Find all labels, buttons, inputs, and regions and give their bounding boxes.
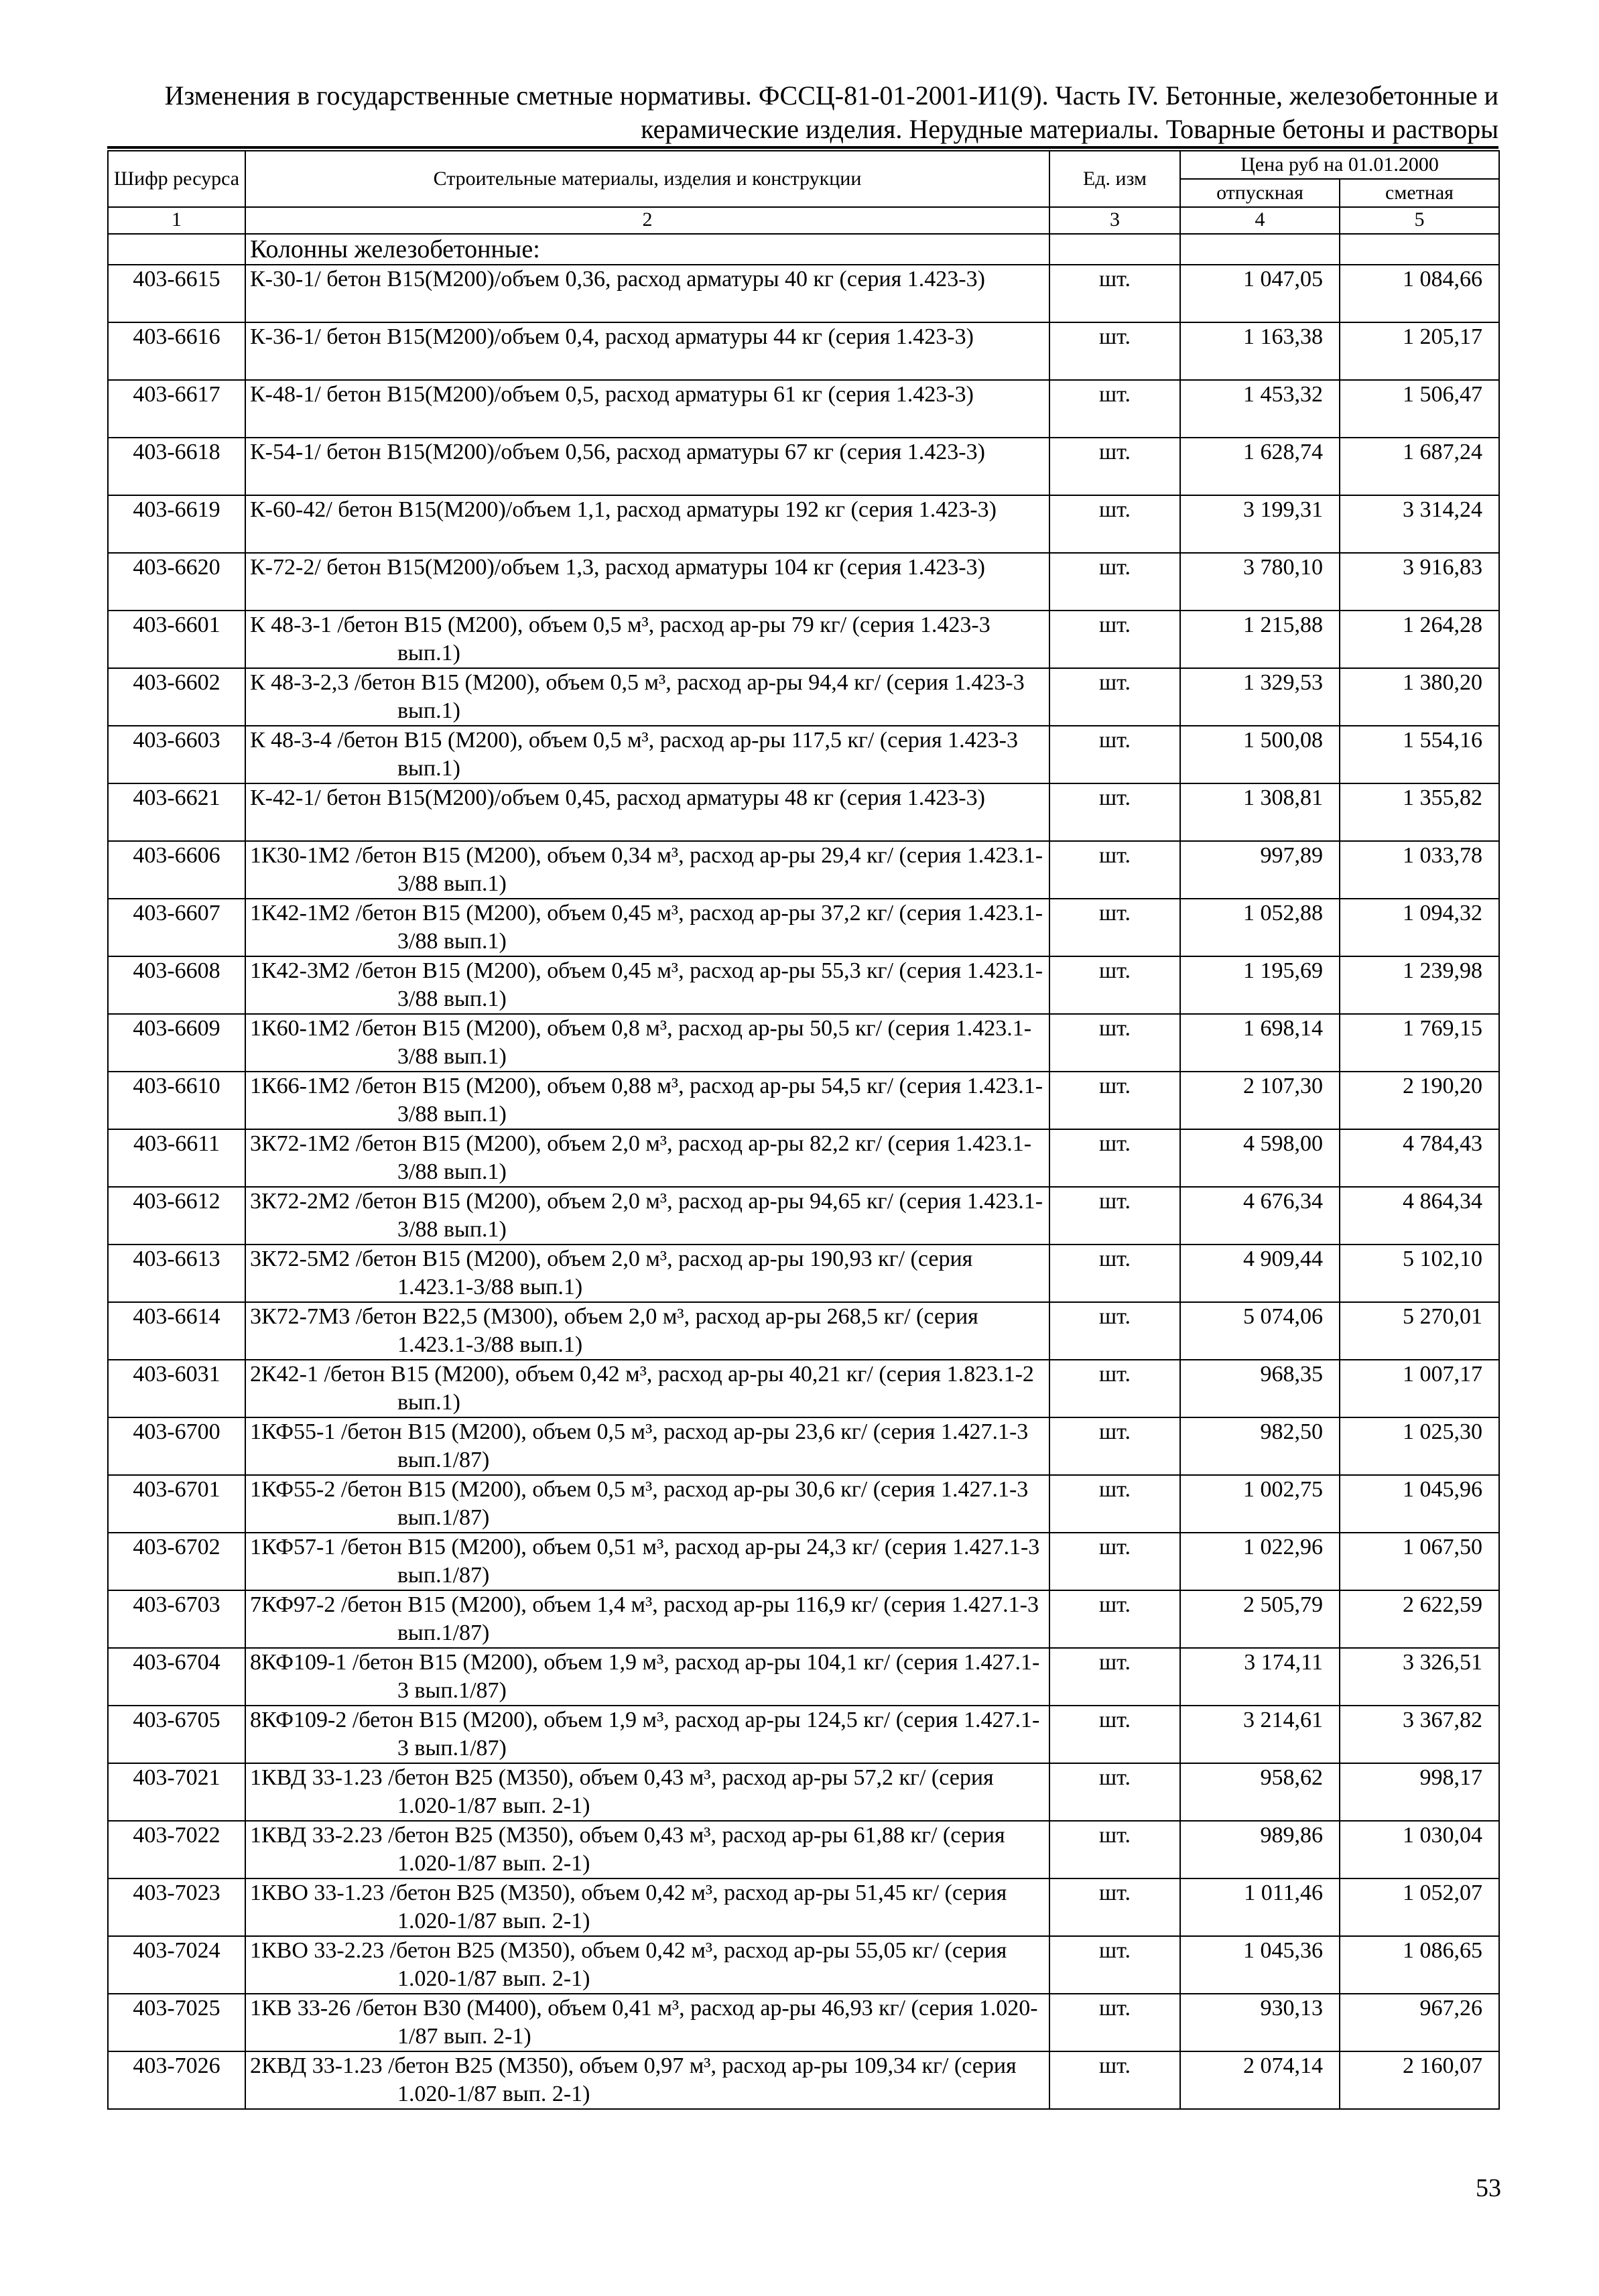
resource-description: 1К66-1М2 /бетон В15 (М200), объем 0,88 м³, расход ар-ры 54,5 кг/ (серия 1.423.1-3/88 вып.1) (245, 1072, 1049, 1129)
release-price: 1 628,74 (1180, 438, 1340, 495)
resource-description: К-60-42/ бетон В15(М200)/объем 1,1, расход арматуры 192 кг (серия 1.423-3) (245, 495, 1049, 553)
estimate-price: 1 007,17 (1340, 1360, 1499, 1417)
release-price: 1 329,53 (1180, 668, 1340, 726)
release-price: 1 308,81 (1180, 783, 1340, 841)
table-row (108, 553, 1499, 611)
unit: шт. (1049, 726, 1180, 783)
unit: шт. (1049, 841, 1180, 899)
col-number: 2 (245, 207, 1049, 234)
resource-code: 403-6701 (108, 1475, 245, 1533)
resource-description: 1КВО 33-1.23 /бетон В25 (М350), объем 0,42 м³, расход ар-ры 51,45 кг/ (серия 1.020-1/87 вып. 2-1) (245, 1878, 1049, 1936)
unit: шт. (1049, 1763, 1180, 1821)
unit: шт. (1049, 2051, 1180, 2109)
estimate-price: 1 084,66 (1340, 265, 1499, 322)
unit: шт. (1049, 1994, 1180, 2051)
table-row (108, 1878, 1499, 1936)
table-row (108, 841, 1499, 899)
table-row (108, 1245, 1499, 1302)
unit: шт. (1049, 1821, 1180, 1878)
table-row (108, 1302, 1499, 1360)
table-row (108, 1417, 1499, 1475)
estimate-price: 3 916,83 (1340, 553, 1499, 611)
table-row (108, 1936, 1499, 1994)
page-header (101, 79, 1498, 146)
unit: шт. (1049, 553, 1180, 611)
resource-code: 403-6607 (108, 899, 245, 956)
resource-description: К-42-1/ бетон В15(М200)/объем 0,45, расход арматуры 48 кг (серия 1.423-3) (245, 783, 1049, 841)
release-price: 4 598,00 (1180, 1129, 1340, 1187)
resource-description: 1К42-3М2 /бетон В15 (М200), объем 0,45 м³, расход ар-ры 55,3 кг/ (серия 1.423.1-3/88 вып.1) (245, 956, 1049, 1014)
resource-code: 403-6704 (108, 1648, 245, 1706)
resource-code: 403-6621 (108, 783, 245, 841)
unit: шт. (1049, 1648, 1180, 1706)
release-price: 2 505,79 (1180, 1590, 1340, 1648)
release-price: 1 500,08 (1180, 726, 1340, 783)
estimate-price: 1 094,32 (1340, 899, 1499, 956)
table-row (108, 726, 1499, 783)
header-line-2: керамические изделия. Нерудные материалы. Товарные бетоны и растворы (641, 114, 1498, 144)
table-row (108, 1072, 1499, 1129)
resource-description: 1КФ55-1 /бетон В15 (М200), объем 0,5 м³, расход ар-ры 23,6 кг/ (серия 1.427.1-3 вып.1/87) (245, 1417, 1049, 1475)
col-header-estimate: сметная (1340, 179, 1499, 207)
table-row (108, 380, 1499, 438)
resource-description: 1КВ 33-26 /бетон В30 (М400), объем 0,41 м³, расход ар-ры 46,93 кг/ (серия 1.020-1/87 вып. 2-1) (245, 1994, 1049, 2051)
col-header-unit: Ед. изм (1049, 151, 1180, 207)
release-price: 3 174,11 (1180, 1648, 1340, 1706)
col-number: 3 (1049, 207, 1180, 234)
table-row (108, 956, 1499, 1014)
resource-code: 403-6616 (108, 322, 245, 380)
estimate-price: 4 864,34 (1340, 1187, 1499, 1245)
resource-price-table (107, 150, 1500, 2110)
col-header-name: Строительные материалы, изделия и конструкции (245, 151, 1049, 207)
resource-description: 3К72-2М2 /бетон В15 (М200), объем 2,0 м³, расход ар-ры 94,65 кг/ (серия 1.423.1-3/88 вып.1) (245, 1187, 1049, 1245)
estimate-price: 1 355,82 (1340, 783, 1499, 841)
resource-description: 1КВО 33-2.23 /бетон В25 (М350), объем 0,42 м³, расход ар-ры 55,05 кг/ (серия 1.020-1/87 вып. 2-1) (245, 1936, 1049, 1994)
resource-code: 403-7025 (108, 1994, 245, 2051)
release-price: 1 195,69 (1180, 956, 1340, 1014)
estimate-price: 1 205,17 (1340, 322, 1499, 380)
resource-code: 403-6702 (108, 1533, 245, 1590)
estimate-price: 967,26 (1340, 1994, 1499, 2051)
resource-code: 403-6614 (108, 1302, 245, 1360)
col-header-release: отпускная (1180, 179, 1340, 207)
table-row (108, 1014, 1499, 1072)
table-row (108, 899, 1499, 956)
group-title: Колонны железобетонные: (245, 234, 1049, 265)
table-row (108, 1129, 1499, 1187)
table-row (108, 495, 1499, 553)
estimate-price: 1 380,20 (1340, 668, 1499, 726)
release-price: 1 011,46 (1180, 1878, 1340, 1936)
release-price: 1 163,38 (1180, 322, 1340, 380)
table-row (108, 611, 1499, 668)
estimate-price: 5 102,10 (1340, 1245, 1499, 1302)
unit: шт. (1049, 1590, 1180, 1648)
resource-code: 403-7021 (108, 1763, 245, 1821)
resource-code: 403-6609 (108, 1014, 245, 1072)
group-row (108, 234, 1499, 265)
unit: шт. (1049, 265, 1180, 322)
unit: шт. (1049, 380, 1180, 438)
release-price: 1 002,75 (1180, 1475, 1340, 1533)
table-row (108, 438, 1499, 495)
table-row (108, 322, 1499, 380)
estimate-price: 2 190,20 (1340, 1072, 1499, 1129)
resource-description: 7КФ97-2 /бетон В15 (М200), объем 1,4 м³, расход ар-ры 116,9 кг/ (серия 1.427.1-3 вып.1/87) (245, 1590, 1049, 1648)
unit: шт. (1049, 1417, 1180, 1475)
resource-description: 1КВД 33-1.23 /бетон В25 (М350), объем 0,43 м³, расход ар-ры 57,2 кг/ (серия 1.020-1/87 вып. 2-1) (245, 1763, 1049, 1821)
estimate-price: 3 367,82 (1340, 1706, 1499, 1763)
resource-description: 1КФ57-1 /бетон В15 (М200), объем 0,51 м³, расход ар-ры 24,3 кг/ (серия 1.427.1-3 вып.1/87) (245, 1533, 1049, 1590)
resource-description: 2К42-1 /бетон В15 (М200), объем 0,42 м³, расход ар-ры 40,21 кг/ (серия 1.823.1-2 вып.1) (245, 1360, 1049, 1417)
resource-code: 403-7023 (108, 1878, 245, 1936)
estimate-price: 1 045,96 (1340, 1475, 1499, 1533)
release-price: 5 074,06 (1180, 1302, 1340, 1360)
release-price: 3 780,10 (1180, 553, 1340, 611)
resource-code: 403-6610 (108, 1072, 245, 1129)
estimate-price: 5 270,01 (1340, 1302, 1499, 1360)
estimate-price: 1 769,15 (1340, 1014, 1499, 1072)
estimate-price: 1 033,78 (1340, 841, 1499, 899)
unit: шт. (1049, 1936, 1180, 1994)
resource-code: 403-6613 (108, 1245, 245, 1302)
unit: шт. (1049, 1072, 1180, 1129)
release-price: 1 047,05 (1180, 265, 1340, 322)
release-price: 4 676,34 (1180, 1187, 1340, 1245)
table-row (108, 265, 1499, 322)
resource-description: 1К30-1М2 /бетон В15 (М200), объем 0,34 м³, расход ар-ры 29,4 кг/ (серия 1.423.1-3/88 вып.1) (245, 841, 1049, 899)
unit: шт. (1049, 1706, 1180, 1763)
table-row (108, 1475, 1499, 1533)
table-row (108, 1821, 1499, 1878)
resource-description: 1К60-1М2 /бетон В15 (М200), объем 0,8 м³, расход ар-ры 50,5 кг/ (серия 1.423.1-3/88 вып.1) (245, 1014, 1049, 1072)
unit: шт. (1049, 1878, 1180, 1936)
unit: шт. (1049, 438, 1180, 495)
release-price: 1 453,32 (1180, 380, 1340, 438)
unit: шт. (1049, 1475, 1180, 1533)
unit: шт. (1049, 1302, 1180, 1360)
release-price: 4 909,44 (1180, 1245, 1340, 1302)
release-price: 997,89 (1180, 841, 1340, 899)
estimate-price: 1 030,04 (1340, 1821, 1499, 1878)
header-line-1: Изменения в государственные сметные нормативы. ФССЦ-81-01-2001-И1(9). Часть IV. Бетонные, железобетонные и (164, 80, 1498, 111)
unit: шт. (1049, 956, 1180, 1014)
release-price: 3 214,61 (1180, 1706, 1340, 1763)
col-header-code: Шифр ресурса (108, 151, 245, 207)
resource-description: К-72-2/ бетон В15(М200)/объем 1,3, расход арматуры 104 кг (серия 1.423-3) (245, 553, 1049, 611)
col-header-price: Цена руб на 01.01.2000 (1180, 151, 1499, 179)
unit: шт. (1049, 668, 1180, 726)
resource-description: К 48-3-1 /бетон В15 (М200), объем 0,5 м³, расход ар-ры 79 кг/ (серия 1.423-3 вып.1) (245, 611, 1049, 668)
unit: шт. (1049, 783, 1180, 841)
estimate-price: 1 067,50 (1340, 1533, 1499, 1590)
release-price: 3 199,31 (1180, 495, 1340, 553)
resource-code: 403-6031 (108, 1360, 245, 1417)
unit: шт. (1049, 1187, 1180, 1245)
unit: шт. (1049, 1014, 1180, 1072)
resource-code: 403-6620 (108, 553, 245, 611)
release-price: 1 698,14 (1180, 1014, 1340, 1072)
resource-code: 403-6615 (108, 265, 245, 322)
resource-description: К-48-1/ бетон В15(М200)/объем 0,5, расход арматуры 61 кг (серия 1.423-3) (245, 380, 1049, 438)
release-price: 958,62 (1180, 1763, 1340, 1821)
release-price: 1 045,36 (1180, 1936, 1340, 1994)
resource-code: 403-6608 (108, 956, 245, 1014)
resource-code: 403-6617 (108, 380, 245, 438)
resource-description: К-54-1/ бетон В15(М200)/объем 0,56, расход арматуры 67 кг (серия 1.423-3) (245, 438, 1049, 495)
estimate-price: 3 314,24 (1340, 495, 1499, 553)
resource-code: 403-6612 (108, 1187, 245, 1245)
col-number: 4 (1180, 207, 1340, 234)
table-row (108, 1533, 1499, 1590)
resource-code: 403-6602 (108, 668, 245, 726)
release-price: 2 074,14 (1180, 2051, 1340, 2109)
resource-code: 403-6618 (108, 438, 245, 495)
estimate-price: 1 239,98 (1340, 956, 1499, 1014)
table-row (108, 2051, 1499, 2109)
resource-code: 403-6606 (108, 841, 245, 899)
table-row (108, 783, 1499, 841)
release-price: 1 052,88 (1180, 899, 1340, 956)
table-row (108, 668, 1499, 726)
release-price: 989,86 (1180, 1821, 1340, 1878)
page-number: 53 (1476, 2174, 1501, 2202)
header-rule (107, 146, 1498, 149)
resource-description: 8КФ109-1 /бетон В15 (М200), объем 1,9 м³, расход ар-ры 104,1 кг/ (серия 1.427.1-3 вып.1/87) (245, 1648, 1049, 1706)
unit: шт. (1049, 1360, 1180, 1417)
release-price: 1 022,96 (1180, 1533, 1340, 1590)
resource-code: 403-7022 (108, 1821, 245, 1878)
unit: шт. (1049, 899, 1180, 956)
estimate-price: 1 025,30 (1340, 1417, 1499, 1475)
resource-description: К-36-1/ бетон В15(М200)/объем 0,4, расход арматуры 44 кг (серия 1.423-3) (245, 322, 1049, 380)
resource-description: 3К72-5М2 /бетон В15 (М200), объем 2,0 м³, расход ар-ры 190,93 кг/ (серия 1.423.1-3/88 вып.1) (245, 1245, 1049, 1302)
unit: шт. (1049, 611, 1180, 668)
estimate-price: 3 326,51 (1340, 1648, 1499, 1706)
resource-description: К 48-3-4 /бетон В15 (М200), объем 0,5 м³, расход ар-ры 117,5 кг/ (серия 1.423-3 вып.1) (245, 726, 1049, 783)
resource-description: 3К72-1М2 /бетон В15 (М200), объем 2,0 м³, расход ар-ры 82,2 кг/ (серия 1.423.1-3/88 вып.1) (245, 1129, 1049, 1187)
estimate-price: 1 086,65 (1340, 1936, 1499, 1994)
release-price: 930,13 (1180, 1994, 1340, 2051)
resource-code: 403-6703 (108, 1590, 245, 1648)
release-price: 968,35 (1180, 1360, 1340, 1417)
release-price: 2 107,30 (1180, 1072, 1340, 1129)
resource-description: 1КВД 33-2.23 /бетон В25 (М350), объем 0,43 м³, расход ар-ры 61,88 кг/ (серия 1.020-1/87 вып. 2-1) (245, 1821, 1049, 1878)
estimate-price: 1 687,24 (1340, 438, 1499, 495)
resource-description: 8КФ109-2 /бетон В15 (М200), объем 1,9 м³, расход ар-ры 124,5 кг/ (серия 1.427.1-3 вып.1/87) (245, 1706, 1049, 1763)
resource-code: 403-7026 (108, 2051, 245, 2109)
unit: шт. (1049, 1533, 1180, 1590)
estimate-price: 4 784,43 (1340, 1129, 1499, 1187)
resource-description: К 48-3-2,3 /бетон В15 (М200), объем 0,5 м³, расход ар-ры 94,4 кг/ (серия 1.423-3 вып.1) (245, 668, 1049, 726)
resource-description: 3К72-7М3 /бетон В22,5 (М300), объем 2,0 м³, расход ар-ры 268,5 кг/ (серия 1.423.1-3/88 вып.1) (245, 1302, 1049, 1360)
estimate-price: 998,17 (1340, 1763, 1499, 1821)
resource-description: К-30-1/ бетон В15(М200)/объем 0,36, расход арматуры 40 кг (серия 1.423-3) (245, 265, 1049, 322)
resource-code: 403-6705 (108, 1706, 245, 1763)
table-row (108, 1590, 1499, 1648)
resource-description: 1КФ55-2 /бетон В15 (М200), объем 0,5 м³, расход ар-ры 30,6 кг/ (серия 1.427.1-3 вып.1/87) (245, 1475, 1049, 1533)
table-row (108, 1360, 1499, 1417)
release-price: 982,50 (1180, 1417, 1340, 1475)
table-row (108, 1648, 1499, 1706)
resource-code: 403-6611 (108, 1129, 245, 1187)
table-row (108, 1187, 1499, 1245)
unit: шт. (1049, 495, 1180, 553)
col-number: 5 (1340, 207, 1499, 234)
unit: шт. (1049, 1129, 1180, 1187)
estimate-price: 1 554,16 (1340, 726, 1499, 783)
resource-description: 2КВД 33-1.23 /бетон В25 (М350), объем 0,97 м³, расход ар-ры 109,34 кг/ (серия 1.020-1/87 вып. 2-1) (245, 2051, 1049, 2109)
estimate-price: 1 506,47 (1340, 380, 1499, 438)
estimate-price: 2 622,59 (1340, 1590, 1499, 1648)
resource-code: 403-6603 (108, 726, 245, 783)
resource-description: 1К42-1М2 /бетон В15 (М200), объем 0,45 м³, расход ар-ры 37,2 кг/ (серия 1.423.1-3/88 вып.1) (245, 899, 1049, 956)
unit: шт. (1049, 322, 1180, 380)
resource-code: 403-6619 (108, 495, 245, 553)
estimate-price: 1 264,28 (1340, 611, 1499, 668)
table-row (108, 1706, 1499, 1763)
release-price: 1 215,88 (1180, 611, 1340, 668)
col-number: 1 (108, 207, 245, 234)
resource-code: 403-6700 (108, 1417, 245, 1475)
table-row (108, 1763, 1499, 1821)
table-row (108, 1994, 1499, 2051)
estimate-price: 1 052,07 (1340, 1878, 1499, 1936)
resource-code: 403-6601 (108, 611, 245, 668)
estimate-price: 2 160,07 (1340, 2051, 1499, 2109)
unit: шт. (1049, 1245, 1180, 1302)
resource-code: 403-7024 (108, 1936, 245, 1994)
